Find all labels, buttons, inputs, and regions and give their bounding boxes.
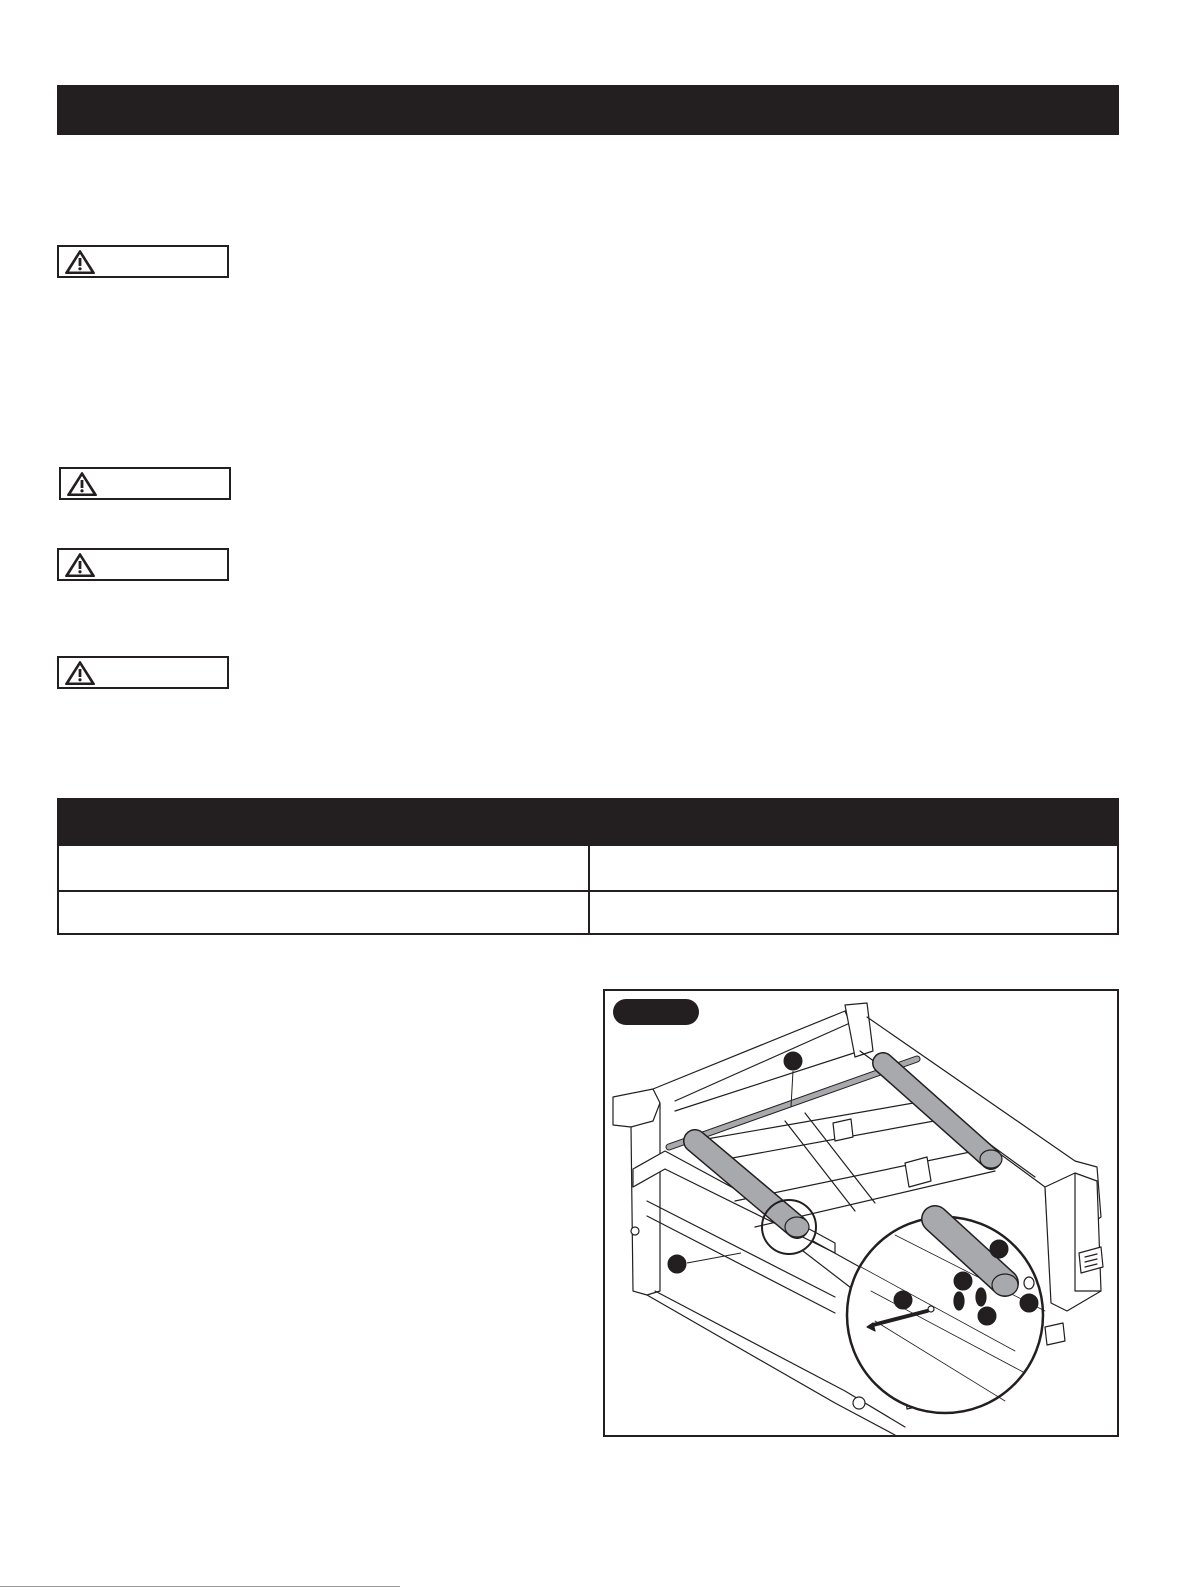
page-bottom-rule bbox=[0, 1586, 400, 1587]
warning-triangle-icon bbox=[64, 660, 96, 686]
warning-box-3 bbox=[57, 548, 229, 581]
warning-box-4 bbox=[57, 656, 229, 689]
warning-box-2 bbox=[59, 467, 231, 500]
figure-frame bbox=[603, 989, 1119, 1437]
warning-triangle-icon bbox=[66, 471, 98, 497]
section-title-bar bbox=[57, 85, 1119, 135]
warning-triangle-icon bbox=[64, 552, 96, 578]
table-column-divider bbox=[588, 800, 590, 933]
spec-table bbox=[57, 798, 1119, 935]
warning-triangle-icon bbox=[64, 249, 96, 275]
assembly-diagram bbox=[605, 991, 1117, 1435]
warning-box-1 bbox=[57, 245, 229, 278]
